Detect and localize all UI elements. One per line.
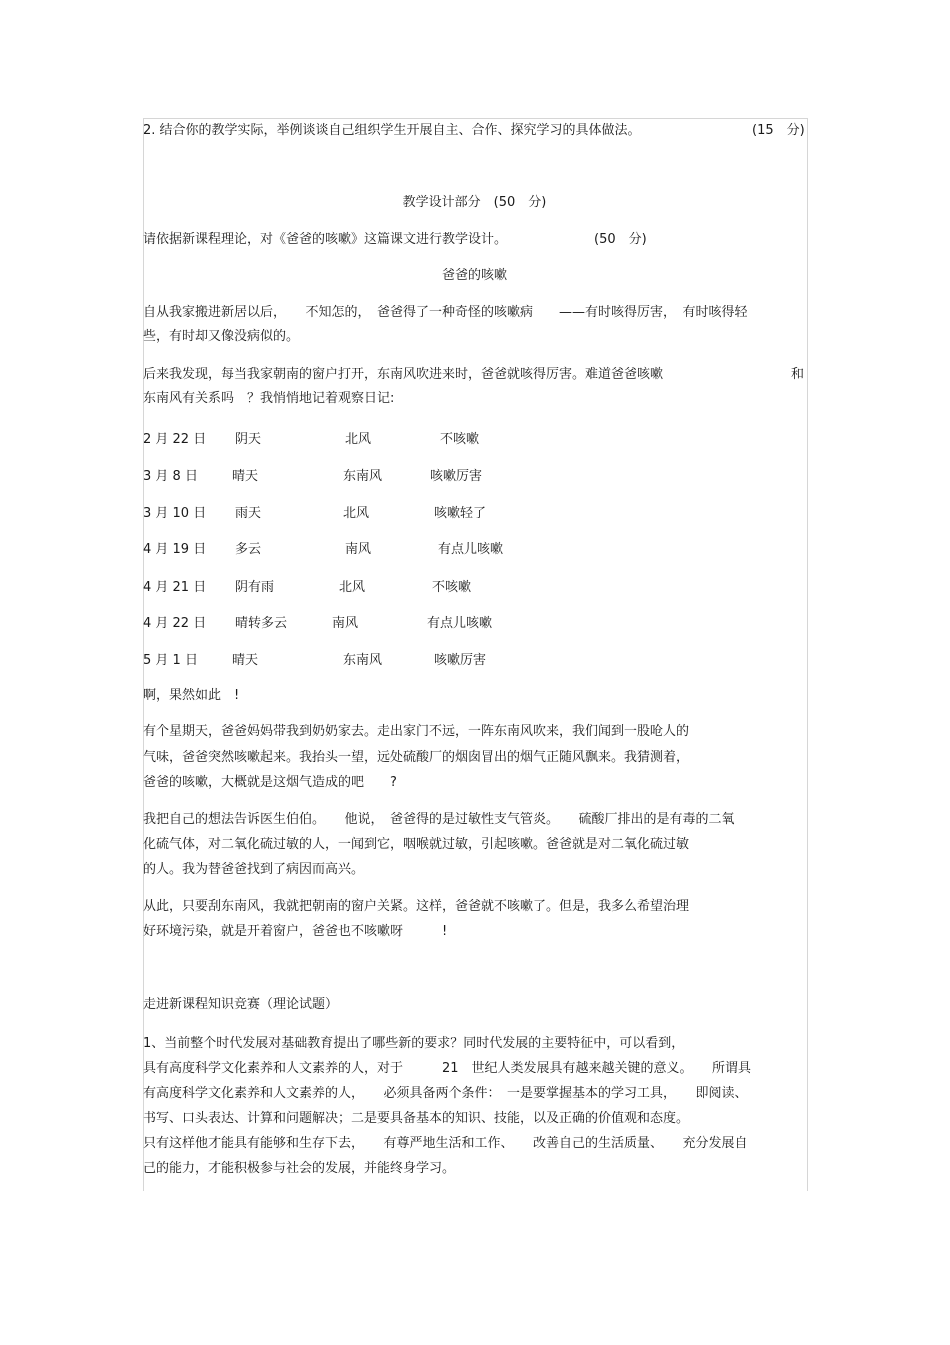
diary-cough: 咳嗽厉害 [430,469,483,484]
diary-wind: 北风 [339,580,366,595]
diary-date: 3 月 10 日 [143,506,207,521]
diary-wind: 南风 [345,542,372,557]
lesson-p1-line2: 些，有时却又像没病似的。 [143,329,300,344]
lesson-p5-line2: 化硫气体，对二氧化硫过敏的人，一闻到它，咽喉就过敏，引起咳嗽。爸爸就是对二氧化硫过敏 [143,837,690,852]
lesson-p6-line1: 从此，只要刮东南风，我就把朝南的窗户关紧。这样，爸爸就不咳嗽了。但是，我多么希望治理 [143,899,690,914]
diary-wind: 东南风 [343,653,383,668]
contest-title: 走进新课程知识竞赛（理论试题） [143,997,339,1012]
contest-answer-line: 具有高度科学文化素养和人文素养的人，对于 21 世纪人类发展具有越来越关键的意义。 所谓具 [143,1061,752,1076]
diary-cough: 咳嗽轻了 [434,506,487,521]
diary-date: 3 月 8 日 [143,469,198,484]
lesson-p4-line1: 有个星期天，爸爸妈妈带我到奶奶家去。走出家门不远，一阵东南风吹来，我们闻到一股呛人的 [143,724,690,739]
question-2-text: 2. 结合你的教学实际，举例谈谈自己组织学生开展自主、合作、探究学习的具体做法。 [143,123,641,138]
diary-cough: 有点儿咳嗽 [438,542,504,557]
diary-date: 4 月 21 日 [143,580,207,595]
lesson-p2-line1: 后来我发现，每当我家朝南的窗户打开，东南风吹进来时，爸爸就咳得厉害。难道爸爸咳嗽 [143,367,664,382]
diary-cough: 咳嗽厉害 [434,653,487,668]
diary-date: 4 月 22 日 [143,616,207,631]
diary-weather: 晴天 [232,653,259,668]
diary-weather: 阴有雨 [235,580,275,595]
contest-answer-line: 有高度科学文化素养和人文素养的人， 必须具备两个条件： 一是要掌握基本的学习工具， 即阅读、 [143,1086,748,1101]
lesson-p5-line1: 我把自己的想法告诉医生伯伯。 他说， 爸爸得的是过敏性支气管炎。 硫酸厂排出的是有毒的二氧 [143,812,735,827]
lesson-p6-line2: 好环境污染，就是开着窗户，爸爸也不咳嗽呀 ! [143,924,448,939]
diary-date: 5 月 1 日 [143,653,198,668]
diary-cough: 有点儿咳嗽 [427,616,493,631]
lesson-p3: 啊，果然如此 ! [143,688,240,703]
diary-date: 4 月 19 日 [143,542,207,557]
diary-wind: 北风 [343,506,370,521]
diary-wind: 南风 [332,616,359,631]
contest-answer-line: 书写、口头表达、计算和问题解决；二是要具备基本的知识、技能，以及正确的价值观和态度。 [143,1111,690,1126]
diary-weather: 多云 [235,542,262,557]
diary-weather: 阴天 [235,432,262,447]
contest-answer-line: 己的能力，才能积极参与社会的发展，并能终身学习。 [143,1161,456,1176]
lesson-title: 爸爸的咳嗽 [441,268,507,283]
question-2-score: (15 分) [752,123,805,138]
lesson-p2-line1-end: 和 [791,367,805,382]
lesson-p5-line3: 的人。我为替爸爸找到了病因而高兴。 [143,862,365,877]
contest-answer-line: 1、当前整个时代发展对基础教育提出了哪些新的要求？同时代发展的主要特征中，可以看到， [143,1036,685,1051]
lesson-p2-line2: 东南风有关系吗 ？我悄悄地记着观察日记: [143,391,395,406]
diary-cough: 不咳嗽 [432,580,472,595]
lesson-p4-line3: 爸爸的咳嗽，大概就是这烟气造成的吧 ? [143,775,397,790]
instruction-score: (50 分) [594,232,647,247]
diary-date: 2 月 22 日 [143,432,207,447]
diary-weather: 晴转多云 [235,616,288,631]
section-title: 教学设计部分 (50 分) [402,195,547,210]
diary-cough: 不咳嗽 [440,432,480,447]
diary-wind: 东南风 [343,469,383,484]
lesson-p4-line2: 气味，爸爸突然咳嗽起来。我抬头一望，远处硫酸厂的烟囱冒出的烟气正随风飘来。我猜测着， [143,750,690,765]
diary-wind: 北风 [345,432,372,447]
instruction-text: 请依据新课程理论，对《爸爸的咳嗽》这篇课文进行教学设计。 [143,232,508,247]
contest-answer-line: 只有这样他才能具有能够和生存下去， 有尊严地生活和工作、 改善自己的生活质量、 充分发展自 [143,1136,748,1151]
lesson-p1-line1: 自从我家搬进新居以后， 不知怎的， 爸爸得了一种奇怪的咳嗽病 ——有时咳得厉害， 有时咳得轻 [143,305,748,320]
diary-weather: 晴天 [232,469,259,484]
diary-weather: 雨天 [235,506,262,521]
